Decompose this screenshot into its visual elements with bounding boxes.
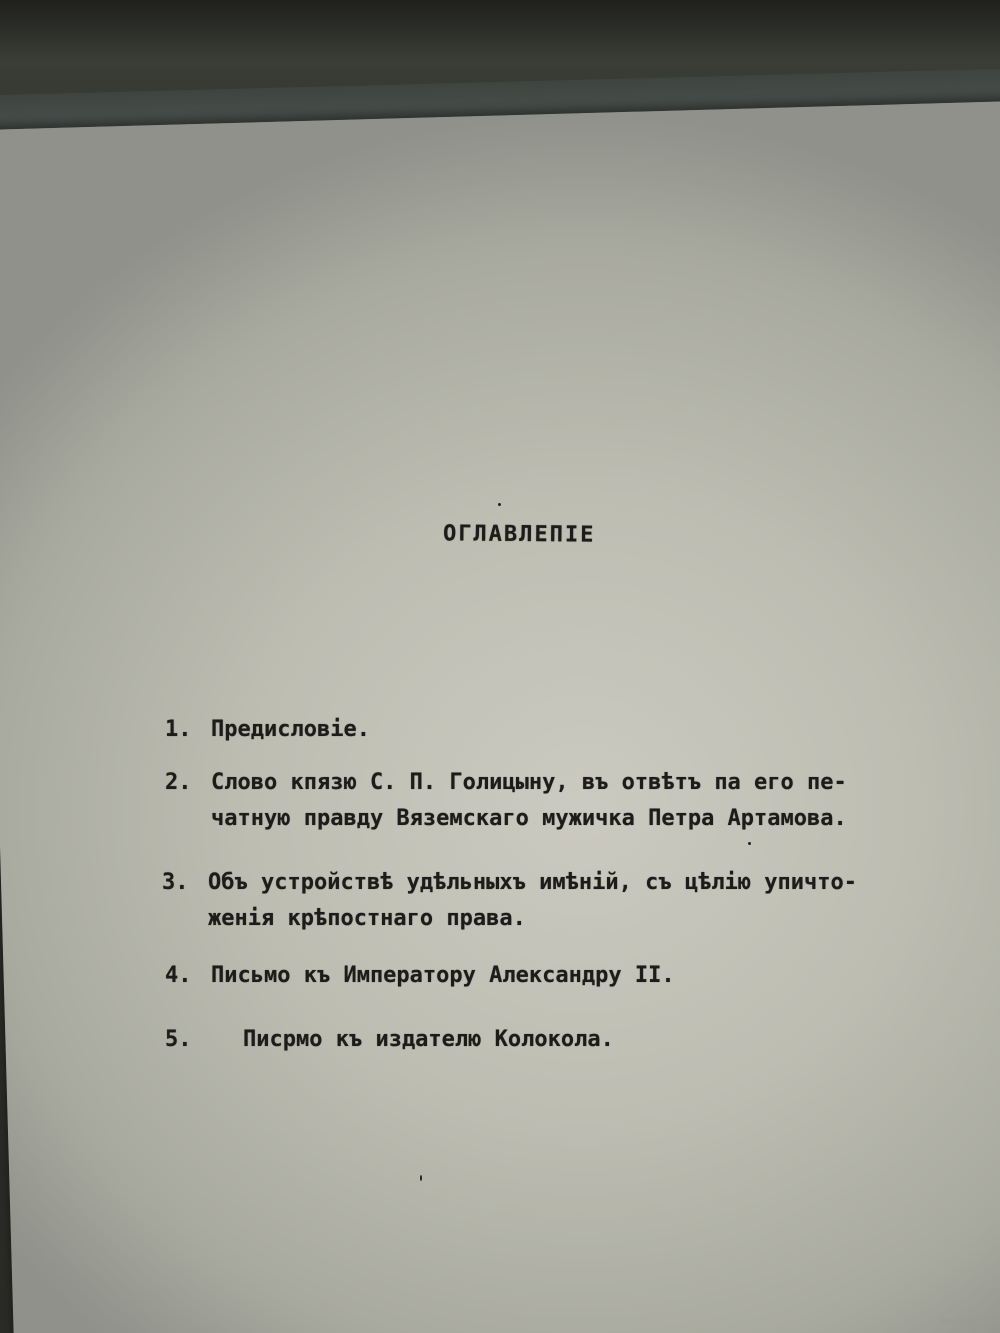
toc-number: 3. bbox=[162, 870, 189, 895]
ink-speck bbox=[420, 1175, 422, 1181]
toc-number: 4. bbox=[165, 963, 192, 988]
toc-line: Объ устройствѣ удѣльныхъ имѣній, съ цѣлію упичто- bbox=[208, 870, 858, 895]
toc-line: женія крѣпостнаго права. bbox=[208, 906, 526, 931]
toc-text bbox=[208, 865, 857, 937]
ink-speck bbox=[498, 503, 501, 506]
toc-number: 2. bbox=[165, 770, 192, 795]
toc-line: чатную правду Вяземскаго мужичка Петра Артамова. bbox=[211, 806, 847, 831]
toc-line: Писрмо къ издателю Колокола. bbox=[243, 1027, 614, 1052]
toc-text bbox=[211, 765, 847, 837]
ink-speck bbox=[748, 842, 751, 845]
toc-number: 1. bbox=[165, 717, 192, 742]
toc-text bbox=[243, 1022, 614, 1058]
toc-line: Письмо къ Императору Александру II. bbox=[211, 963, 675, 988]
toc-number: 5. bbox=[165, 1027, 192, 1052]
toc-line: Слово кпязю С. П. Голицыну, въ отвѣтъ па его пе- bbox=[211, 770, 847, 795]
site-watermark: www.ay.by bbox=[939, 1316, 992, 1327]
toc-text bbox=[211, 958, 675, 994]
page-title: ОГЛАВЛЕПІЕ bbox=[442, 521, 596, 548]
toc-text bbox=[211, 712, 370, 748]
toc-line: Предисловіе. bbox=[211, 717, 370, 742]
